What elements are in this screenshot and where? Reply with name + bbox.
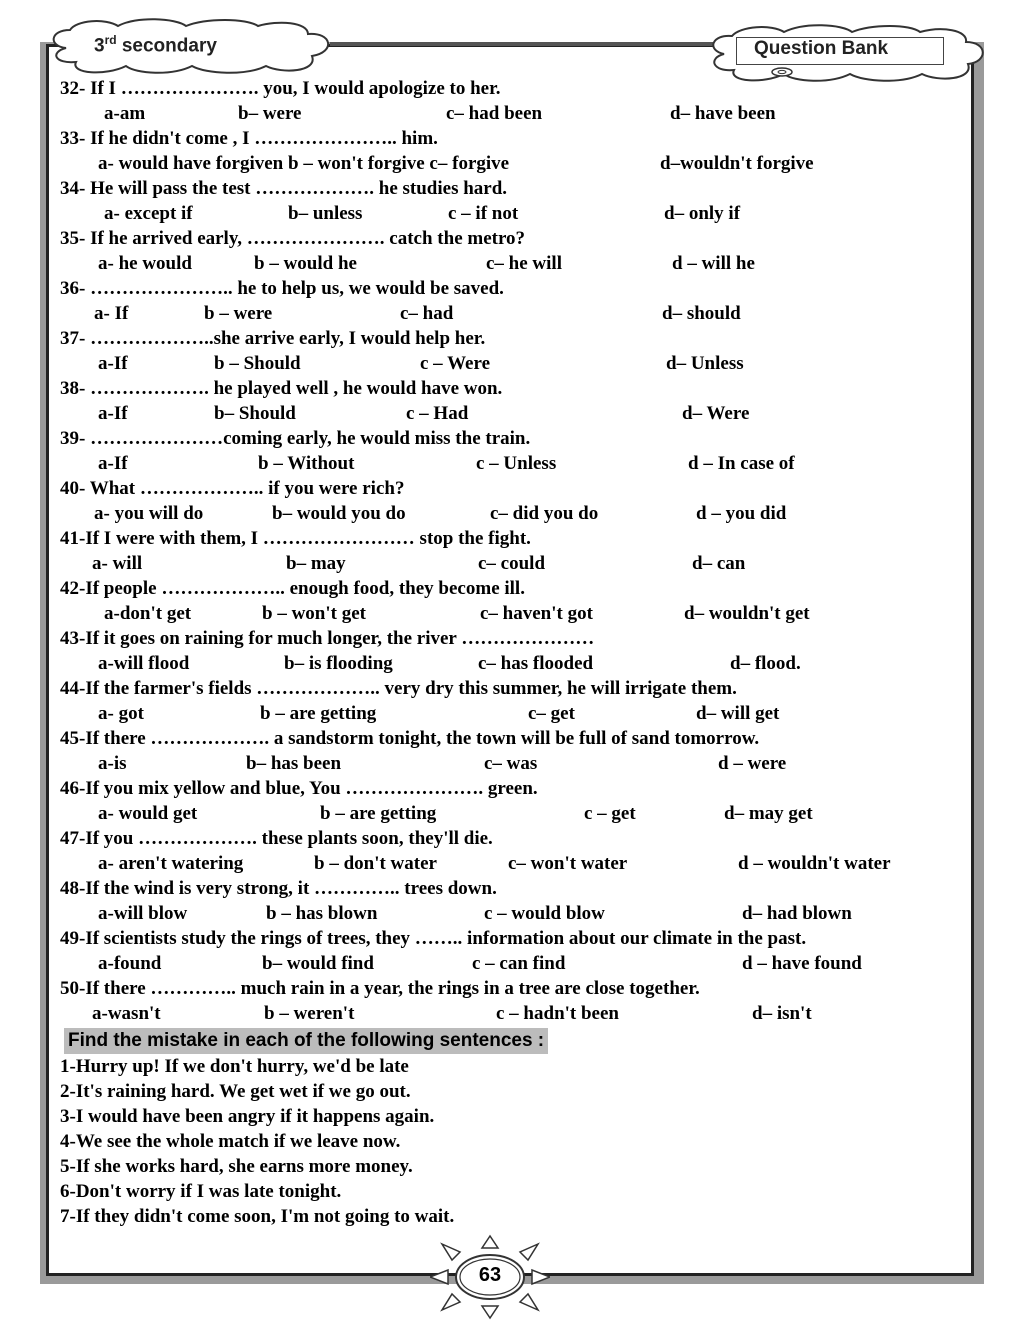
option-c: c– has flooded bbox=[478, 653, 594, 674]
question-40: 40- What ……………….. if you were rich? bbox=[60, 478, 405, 499]
option-d: d – were bbox=[718, 753, 787, 774]
option-c: c– did you do bbox=[490, 503, 599, 524]
question-bank-cloud bbox=[706, 24, 988, 84]
option-c: c– won't water bbox=[508, 853, 628, 874]
option-d: d– only if bbox=[664, 203, 741, 224]
option-b: b – are getting bbox=[320, 803, 437, 824]
option-a: a-don't get bbox=[104, 603, 192, 624]
option-c: c – would blow bbox=[484, 903, 605, 924]
question-42: 42-If people ……………….. enough food, they become ill. bbox=[60, 578, 525, 599]
option-b: b– would find bbox=[262, 953, 374, 974]
option-b: b – has blown bbox=[266, 903, 378, 924]
option-b: b– has been bbox=[246, 753, 342, 774]
option-b: b– were bbox=[238, 103, 302, 124]
question-44: 44-If the farmer's fields ……………….. very dry this summer, he will irrigate them. bbox=[60, 678, 737, 699]
sentence-4: 4-We see the whole match if we leave now. bbox=[60, 1131, 401, 1152]
option-c: c– get bbox=[528, 703, 575, 724]
option-c: c– he will bbox=[486, 253, 562, 274]
sentence-5: 5-If she works hard, she earns more money. bbox=[60, 1156, 413, 1177]
option-b: b – would he bbox=[254, 253, 357, 274]
option-a: a-wasn't bbox=[92, 1003, 161, 1024]
option-a: a-will flood bbox=[98, 653, 190, 674]
option-c: c– had been bbox=[446, 103, 543, 124]
option-a: a- got bbox=[98, 703, 144, 724]
option-b: b– is flooding bbox=[284, 653, 393, 674]
question-37: 37- ………………..she arrive early, I would help her. bbox=[60, 328, 486, 349]
question-32: 32- If I …………………. you, I would apologize to her. bbox=[60, 78, 501, 99]
option-d: d– had blown bbox=[742, 903, 852, 924]
grade-cloud bbox=[46, 18, 336, 76]
option-a: a-is bbox=[98, 753, 127, 774]
option-a: a-will blow bbox=[98, 903, 188, 924]
option-c: c – if not bbox=[448, 203, 519, 224]
option-c: c – Unless bbox=[476, 453, 557, 474]
question-34: 34- He will pass the test ………………. he studies hard. bbox=[60, 178, 508, 199]
option-a: a-If bbox=[98, 403, 128, 424]
option-b: b – were bbox=[204, 303, 273, 324]
option-b: b– may bbox=[286, 553, 346, 574]
question-33: 33- If he didn't come , I ………………….. him. bbox=[60, 128, 438, 149]
option-d: d– have been bbox=[670, 103, 776, 124]
option-d: d– wouldn't get bbox=[684, 603, 810, 624]
option-d: d – In case of bbox=[688, 453, 795, 474]
option-b: b – are getting bbox=[260, 703, 377, 724]
option-a: a-If bbox=[98, 353, 128, 374]
option-b: b– Should bbox=[214, 403, 296, 424]
header-bar bbox=[330, 42, 714, 46]
sentence-6: 6-Don't worry if I was late tonight. bbox=[60, 1181, 342, 1202]
option-d: d– isn't bbox=[752, 1003, 812, 1024]
option-b: b – don't water bbox=[314, 853, 437, 874]
section-heading: Find the mistake in each of the following sentences : bbox=[64, 1028, 548, 1054]
option-a: a-am bbox=[104, 103, 146, 124]
page-number: 63 bbox=[478, 1264, 502, 1286]
option-c: c– was bbox=[484, 753, 538, 774]
option-abc: a- would have forgiven b – won't forgive c– forgive bbox=[98, 153, 510, 174]
option-b: b – Should bbox=[214, 353, 301, 374]
question-41: 41-If I were with them, I …………………… stop the fight. bbox=[60, 528, 531, 549]
question-45: 45-If there ………………. a sandstorm tonight, the town will be full of sand tomorrow. bbox=[60, 728, 760, 749]
option-c: c – Were bbox=[420, 353, 490, 374]
option-d: d– can bbox=[692, 553, 746, 574]
question-46: 46-If you mix yellow and blue, You …………………. green. bbox=[60, 778, 538, 799]
option-b: b – weren't bbox=[264, 1003, 355, 1024]
option-d: d – will he bbox=[672, 253, 755, 274]
question-39: 39- …………………coming early, he would miss the train. bbox=[60, 428, 531, 449]
option-c: c – Had bbox=[406, 403, 469, 424]
option-d: d– Were bbox=[682, 403, 750, 424]
question-47: 47-If you ………………. these plants soon, they'll die. bbox=[60, 828, 493, 849]
option-b: b – Without bbox=[258, 453, 355, 474]
option-d: d–wouldn't forgive bbox=[660, 153, 814, 174]
option-c: c – get bbox=[584, 803, 636, 824]
option-a: a- you will do bbox=[94, 503, 204, 524]
option-b: b– would you do bbox=[272, 503, 406, 524]
option-b: b– unless bbox=[288, 203, 363, 224]
question-48: 48-If the wind is very strong, it ………….. trees down. bbox=[60, 878, 497, 899]
question-43: 43-If it goes on raining for much longer, the river ………………… bbox=[60, 628, 595, 649]
option-d: d – wouldn't water bbox=[738, 853, 891, 874]
sentence-3: 3-I would have been angry if it happens again. bbox=[60, 1106, 435, 1127]
sentence-1: 1-Hurry up! If we don't hurry, we'd be late bbox=[60, 1056, 409, 1077]
option-a: a- will bbox=[92, 553, 143, 574]
option-c: c – hadn't been bbox=[496, 1003, 619, 1024]
question-49: 49-If scientists study the rings of trees, they …….. information about our climate in the past. bbox=[60, 928, 807, 949]
option-d: d– flood. bbox=[730, 653, 801, 674]
option-d: d– may get bbox=[724, 803, 813, 824]
sentence-2: 2-It's raining hard. We get wet if we go out. bbox=[60, 1081, 411, 1102]
sentence-7: 7-If they didn't come soon, I'm not going to wait. bbox=[60, 1206, 455, 1227]
option-d: d– will get bbox=[696, 703, 780, 724]
option-a: a-If bbox=[98, 453, 128, 474]
option-d: d– Unless bbox=[666, 353, 744, 374]
option-a: a- he would bbox=[98, 253, 192, 274]
question-35: 35- If he arrived early, …………………. catch the metro? bbox=[60, 228, 526, 249]
question-38: 38- ………………. he played well , he would have won. bbox=[60, 378, 503, 399]
option-a: a- aren't watering bbox=[98, 853, 244, 874]
option-a: a- would get bbox=[98, 803, 198, 824]
option-d: d– should bbox=[662, 303, 741, 324]
option-c: c– had bbox=[400, 303, 454, 324]
option-d: d – have found bbox=[742, 953, 862, 974]
question-50: 50-If there ………….. much rain in a year, the rings in a tree are close together. bbox=[60, 978, 700, 999]
question-36: 36- ………………….. he to help us, we would be saved. bbox=[60, 278, 504, 299]
option-d: d – you did bbox=[696, 503, 787, 524]
page-number-badge bbox=[430, 1234, 550, 1320]
option-c: c– haven't got bbox=[480, 603, 593, 624]
option-c: c – can find bbox=[472, 953, 566, 974]
option-a: a- If bbox=[94, 303, 129, 324]
grade-label: 3rd secondary bbox=[94, 33, 217, 57]
option-a: a- except if bbox=[104, 203, 193, 224]
option-c: c– could bbox=[478, 553, 546, 574]
question-bank-title: Question Bank bbox=[754, 38, 889, 59]
option-a: a-found bbox=[98, 953, 162, 974]
option-b: b – won't get bbox=[262, 603, 366, 624]
